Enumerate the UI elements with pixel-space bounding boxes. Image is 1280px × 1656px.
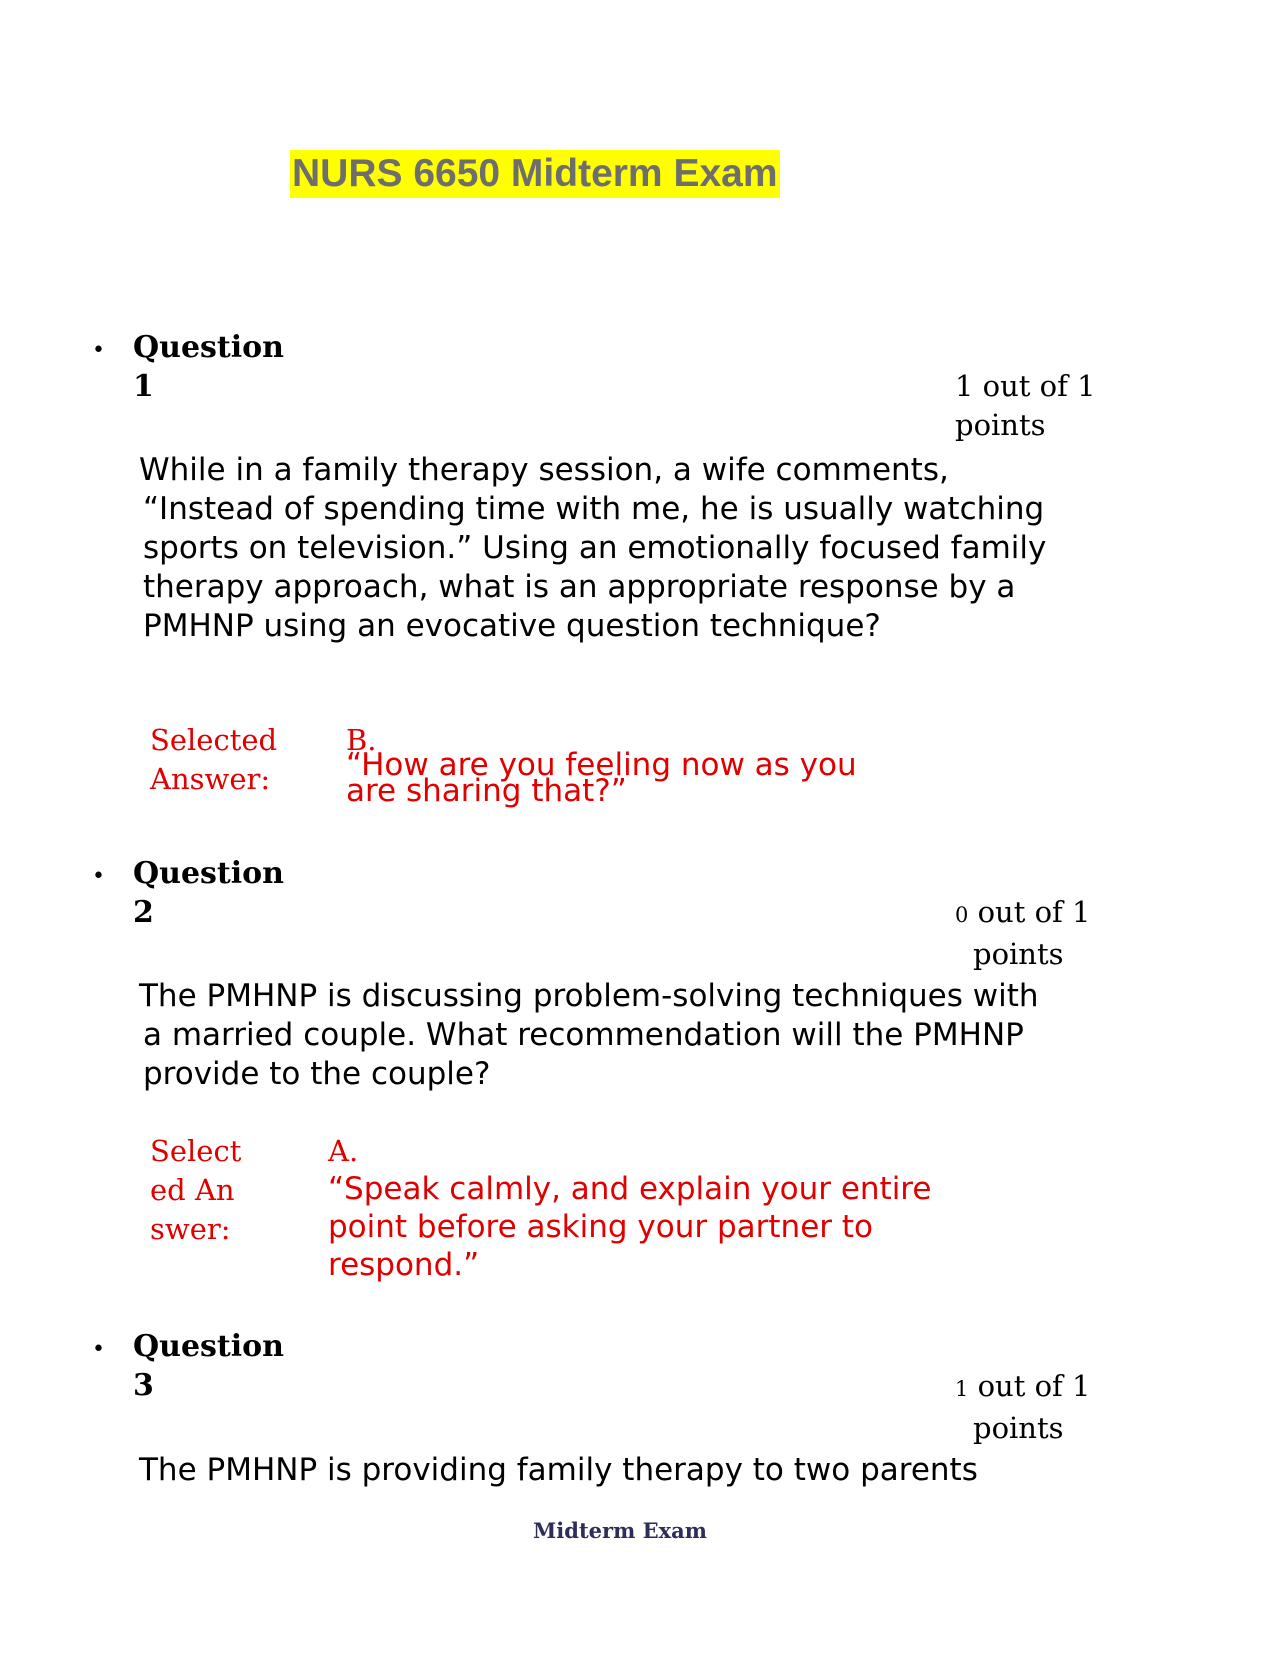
- page-footer: Midterm Exam: [533, 1518, 707, 1543]
- question-word: Question: [133, 856, 284, 891]
- question-label: [133, 1327, 284, 1405]
- score-value: 1 out of 1: [955, 369, 1096, 403]
- question-number: 2: [133, 895, 154, 930]
- score-value: 0 out of 1: [955, 895, 1091, 929]
- points-word: points: [973, 937, 1064, 971]
- selected-answer-label: Selected Answer:: [150, 1134, 242, 1246]
- points-word: points: [973, 1411, 1064, 1445]
- question-text: While in a family therapy session, a wife comments, “Instead of spending time with me, he is usually watching sports on television.” Using an emotionally focused family therapy approach, what is an appropriate response by a PMHNP using an evocative question technique?: [139, 452, 1047, 644]
- points-word: points: [955, 408, 1046, 442]
- question-word: Question: [133, 1329, 284, 1364]
- answer-letter: A.: [328, 1134, 359, 1168]
- question-word: Question: [133, 330, 284, 365]
- question-text: The PMHNP is discussing problem-solving techniques with a married couple. What recommendation will the PMHNP provide to the couple?: [139, 978, 1039, 1092]
- question-text: The PMHNP is providing family therapy to two parents: [139, 1452, 978, 1488]
- question-label: [133, 328, 284, 406]
- bullet-icon: •: [92, 864, 105, 889]
- selected-answer-label: Selected Answer:: [150, 723, 278, 796]
- question-number: 1: [133, 369, 154, 404]
- bullet-icon: •: [92, 1337, 105, 1362]
- question-score: [955, 1367, 1090, 1448]
- question-label: [133, 854, 284, 932]
- answer-letter: B.: [346, 723, 377, 757]
- answer-text: “Speak calmly, and explain your entire point before asking your partner to respond.”: [328, 1171, 932, 1283]
- bullet-icon: •: [92, 338, 105, 363]
- question-score: [955, 893, 1090, 974]
- question-number: 3: [133, 1368, 154, 1403]
- answer-text: “How are you feeling now as you are sharing that?”: [346, 747, 857, 809]
- question-score: [955, 367, 1096, 445]
- page-title: NURS 6650 Midterm Exam: [290, 150, 780, 198]
- score-value: 1 out of 1: [955, 1369, 1091, 1403]
